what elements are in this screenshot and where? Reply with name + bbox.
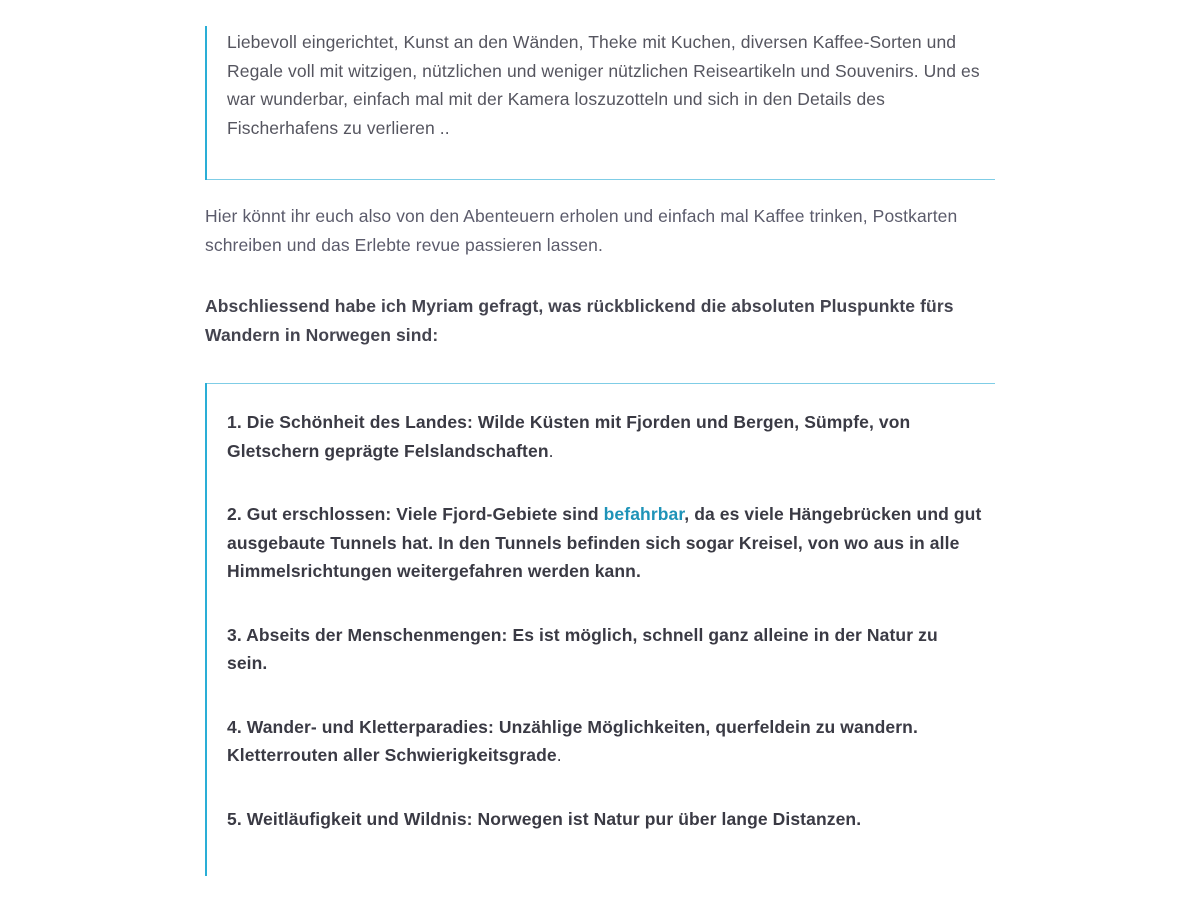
blockquote-divider xyxy=(207,179,995,180)
article-content xyxy=(205,0,995,876)
list-item-4 xyxy=(227,713,983,770)
list-item-2-after: , da es viele Hängebrücken und gut ausgebaute Tunnels hat. In den Tunnels befinden sich sogar Kreisel, von wo aus in alle Himmelsrichtungen weitergefahren werden kann. xyxy=(227,504,982,581)
blockquote-cafe xyxy=(205,26,995,180)
list-item-3: 3. Abseits der Menschenmengen: Es ist möglich, schnell ganz alleine in der Natur zu sein. xyxy=(227,624,938,673)
lead-paragraph: Abschliessend habe ich Myriam gefragt, was rückblickend die absoluten Pluspunkte fürs Wandern in Norwegen sind: xyxy=(205,296,954,345)
list-item-1-tail: . xyxy=(548,440,554,461)
list-item-2-before: 2. Gut erschlossen: Viele Fjord-Gebiete sind xyxy=(227,504,604,524)
blockquote-text: Liebevoll eingerichtet, Kunst an den Wänden, Theke mit Kuchen, diversen Kaffee-Sorten und Regale voll mit witzigen, nützlichen und weniger nützlichen Reiseartikeln und Souvenirs. Und es war wunderbar, einfach mal mit der Kamera loszuzotteln und sich in den Details des Fischerhafens zu verlieren .. xyxy=(227,32,980,138)
list-item-5: 5. Weitläufigkeit und Wildnis: Norwegen ist Natur pur über lange Distanzen. xyxy=(227,808,862,829)
list-item-4-text: 4. Wander- und Kletterparadies: Unzählige Möglichkeiten, querfeldein zu wandern. Kletterrouten aller Schwierigkeitsgrade xyxy=(227,716,918,765)
list-item-2 xyxy=(227,500,983,586)
blockquote-divider xyxy=(207,383,995,384)
list-item-4-tail: . xyxy=(556,745,562,765)
befahrbar-link[interactable]: befahrbar xyxy=(603,504,685,524)
list-item-1-text: 1. Die Schönheit des Landes: Wilde Küsten mit Fjorden und Bergen, Sümpfe, von Gletschern geprägte Felslandschaften xyxy=(227,412,911,461)
list-item-1 xyxy=(227,408,983,465)
body-paragraph: Hier könnt ihr euch also von den Abenteuern erholen und einfach mal Kaffee trinken, Postkarten schreiben und das Erlebte revue passieren lassen. xyxy=(205,206,958,255)
blockquote-pluspunkte xyxy=(205,383,995,876)
